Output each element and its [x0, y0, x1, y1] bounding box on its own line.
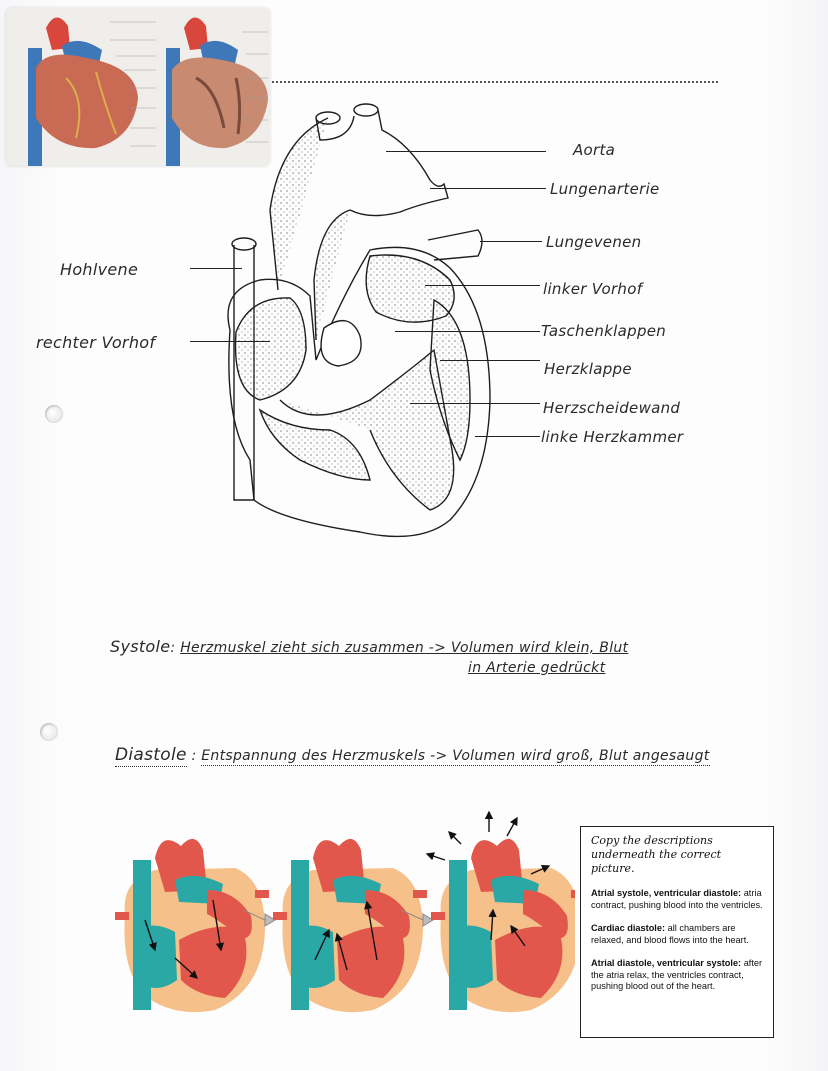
label-rechter-vorhof: rechter Vorhof — [36, 333, 156, 352]
description-title: Atrial systole, ventricular diastole: — [591, 888, 742, 898]
leader-line — [475, 436, 540, 437]
description-ventricular-systole — [591, 958, 763, 993]
dotted-title-line — [272, 81, 718, 83]
label-herzklappe: Herzklappe — [544, 360, 632, 378]
description-title: Cardiac diastole: — [591, 923, 666, 933]
leader-line — [386, 151, 546, 152]
systole-text: Herzmuskel zieht sich zusammen -> Volumen wird klein, Blut — [180, 640, 629, 656]
label-taschenklappen: Taschenklappen — [541, 322, 667, 340]
description-atrial-systole — [591, 888, 763, 911]
punch-hole-top — [45, 405, 63, 423]
systole-note-continued: in Arterie gedrückt — [468, 660, 606, 676]
leader-line — [395, 331, 540, 332]
diastole-term: Diastole — [115, 745, 187, 765]
label-lungenvenen: Lungevenen — [546, 233, 642, 251]
description-text: atria contract, pushing blood into the ventricles. — [591, 888, 763, 910]
systole-colon: : — [170, 640, 181, 656]
description-cardiac-diastole — [591, 923, 763, 946]
leader-line — [480, 241, 542, 242]
label-aorta: Aorta — [573, 141, 616, 159]
label-herzscheidewand: Herzscheidewand — [543, 399, 681, 417]
description-instruction: Copy the descriptions underneath the correct picture. — [591, 834, 722, 875]
systole-note — [110, 637, 628, 656]
label-hohlvene: Hohlvene — [60, 260, 139, 279]
cardiac-cycle-diagrams — [115, 810, 575, 1015]
leader-line — [440, 360, 540, 361]
systole-term: Systole — [110, 637, 171, 656]
description-text: after the atria relax, the ventricles contract, pushing blood out of the heart. — [591, 958, 763, 991]
leader-line — [190, 341, 270, 342]
leader-line — [430, 188, 546, 189]
label-lungenarterie: Lungenarterie — [550, 180, 660, 198]
leader-line — [190, 268, 242, 269]
diastole-colon: : — [186, 748, 202, 764]
description-title: Atrial diastole, ventricular systole: — [591, 958, 742, 968]
description-box — [580, 826, 774, 1038]
diastole-note — [115, 745, 710, 765]
diastole-text: Entspannung des Herzmuskels -> Volumen wird groß, Blut angesaugt — [201, 748, 710, 764]
heart-cross-section-drawing — [220, 100, 520, 545]
leader-line — [410, 403, 540, 404]
punch-hole-bottom — [40, 723, 58, 741]
label-linke-herzkammer: linke Herzkammer — [541, 428, 684, 446]
label-linker-vorhof: linker Vorhof — [543, 280, 643, 298]
leader-line — [425, 285, 540, 286]
description-text: all chambers are relaxed, and blood flows into the heart. — [591, 923, 749, 945]
